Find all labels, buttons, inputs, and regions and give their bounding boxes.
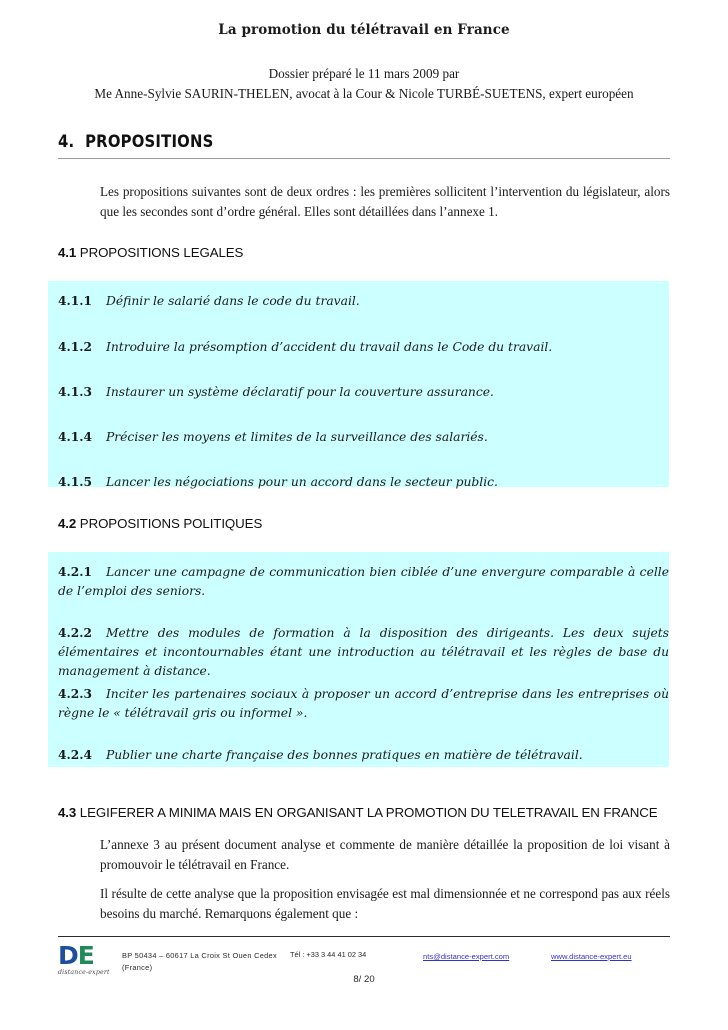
subsection-title-42: PROPOSITIONS POLITIQUES — [79, 516, 263, 531]
proposal-number-413: 4.1.3 — [58, 385, 92, 399]
proposal-text-413: Instaurer un système déclaratif pour la couverture assurance. — [106, 385, 494, 399]
section-heading — [58, 132, 670, 151]
subsection-43-paragraph-2: Il résulte de cette analyse que la proposition envisagée est mal dimensionnée et ne correspond pas aux réels besoins du marché. Remarquons également que : — [100, 886, 670, 922]
logo-letter-d: D — [58, 941, 78, 970]
proposal-text-421: Lancer une campagne de communication bien ciblée d’une envergure comparable à celle de l’emploi des seniors. — [58, 565, 669, 598]
proposal-text-414: Préciser les moyens et limites de la surveillance des salariés. — [106, 430, 488, 444]
proposal-number-411: 4.1.1 — [58, 294, 92, 308]
proposal-414 — [58, 428, 658, 447]
logo-letter-e: E — [77, 941, 94, 970]
proposal-423 — [58, 685, 669, 723]
footer-telephone: Tél : +33 3 44 41 02 34 — [290, 950, 367, 959]
proposal-number-424: 4.2.4 — [58, 748, 92, 762]
subsection-heading-41 — [58, 245, 243, 260]
footer-website-link[interactable]: www.distance-expert.eu — [551, 952, 632, 961]
section-number: 4. — [58, 132, 75, 151]
section-title: PROPOSITIONS — [85, 132, 214, 151]
proposal-411 — [58, 292, 658, 311]
subsection-number-43: 4.3 — [58, 805, 77, 820]
distance-expert-logo — [58, 943, 120, 975]
logo-mark — [58, 943, 120, 968]
subsection-43-paragraph-1: L’annexe 3 au présent document analyse et commente de manière détaillée la proposition de loi visant à promouvoir le télétravail en France. — [100, 837, 670, 873]
proposal-413 — [58, 383, 658, 402]
subsection-heading-42 — [58, 516, 262, 531]
proposal-422 — [58, 624, 669, 681]
subsection-heading-43 — [58, 805, 657, 820]
proposal-424 — [58, 746, 669, 765]
subsection-title-43: LEGIFERER A MINIMA MAIS EN ORGANISANT LA PROMOTION DU TELETRAVAIL EN FRANCE — [79, 805, 658, 820]
proposal-number-412: 4.1.2 — [58, 340, 92, 354]
proposal-text-415: Lancer les négociations pour un accord dans le secteur public. — [106, 475, 498, 489]
footer-rule — [58, 936, 670, 937]
dossier-date-line: Dossier préparé le 11 mars 2009 par — [268, 66, 460, 81]
proposal-412 — [58, 338, 658, 357]
footer-address: BP 50434 – 60617 La Croix St Ouen Cedex (France) — [122, 951, 277, 973]
section-heading-block — [58, 132, 670, 159]
authors-line: Me Anne-Sylvie SAURIN-THELEN, avocat à la Cour & Nicole TURBÉ-SUETENS, expert européen — [94, 86, 634, 102]
subsection-number-42: 4.2 — [58, 516, 77, 531]
section-intro-paragraph: Les propositions suivantes sont de deux ordres : les premières sollicitent l’intervention du législateur, alors que les secondes sont d’ordre général. Elles sont détaillées dans l’annexe 1. — [100, 184, 670, 220]
subsection-number-41: 4.1 — [58, 245, 77, 260]
document-title: La promotion du télétravail en France — [218, 22, 510, 38]
proposal-text-412: Introduire la présomption d’accident du travail dans le Code du travail. — [106, 340, 553, 354]
proposal-number-421: 4.2.1 — [58, 565, 92, 579]
proposal-text-424: Publier une charte française des bonnes pratiques en matière de télétravail. — [105, 748, 583, 762]
proposal-number-414: 4.1.4 — [58, 430, 92, 444]
proposal-421 — [58, 563, 669, 601]
footer-email-link[interactable]: nts@distance-expert.com — [423, 952, 510, 961]
page-number: 8/ 20 — [353, 974, 375, 985]
proposal-text-423: Inciter les partenaires sociaux à proposer un accord d’entreprise dans les entreprises où règne le « télétravail gris ou informel ». — [58, 687, 669, 720]
section-heading-rule — [58, 158, 670, 159]
proposal-text-411: Définir le salarié dans le code du travail. — [106, 294, 360, 308]
proposal-number-415: 4.1.5 — [58, 475, 92, 489]
proposal-415 — [58, 473, 658, 492]
subsection-title-41: PROPOSITIONS LEGALES — [79, 245, 244, 260]
document-subheader — [0, 64, 728, 105]
logo-tagline: distance-expert — [58, 969, 110, 976]
proposal-number-422: 4.2.2 — [58, 626, 92, 640]
proposal-number-423: 4.2.3 — [58, 687, 92, 701]
proposal-text-422: Mettre des modules de formation à la disposition des dirigeants. Les deux sujets élémentaires et incontournables étant une introduction au télétravail et les règles de base du management à distance. — [58, 626, 669, 678]
document-header — [0, 22, 728, 38]
